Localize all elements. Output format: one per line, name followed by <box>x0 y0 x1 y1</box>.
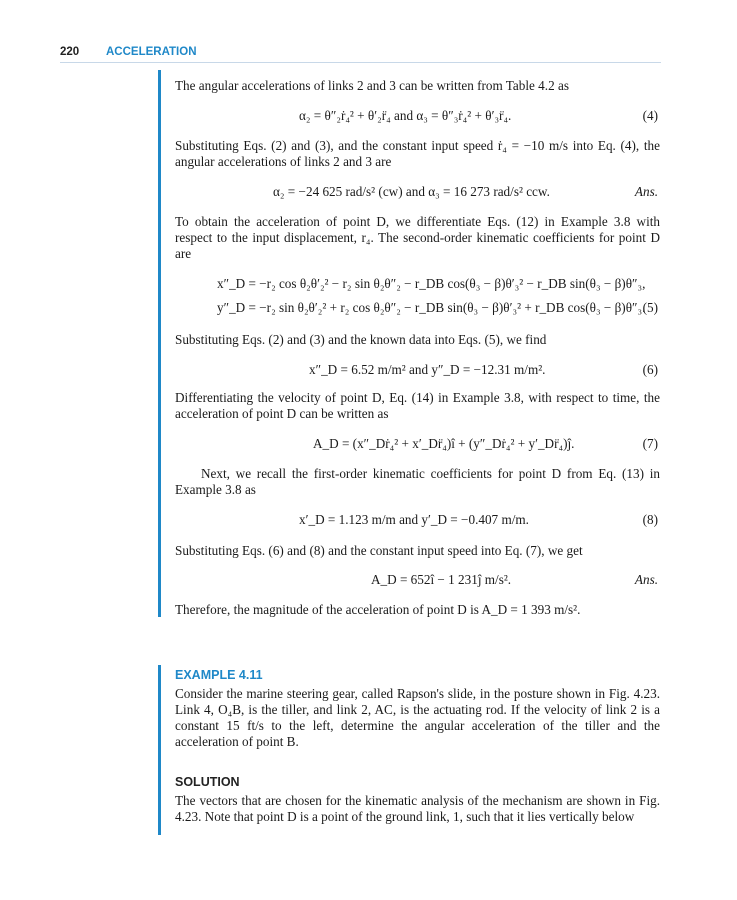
paragraph: To obtain the acceleration of point D, we differentiate Eqs. (12) in Example 3.8 with respect to the input displacement, r₄. The second-order kinematic coefficients for point D are <box>175 214 660 261</box>
equation-6 <box>175 362 660 380</box>
equation-5b <box>175 300 660 318</box>
equation-ad <box>175 572 660 590</box>
example-title: EXAMPLE 4.11 <box>175 668 263 682</box>
solution-margin-bar <box>158 70 161 617</box>
equation-number: (6) <box>642 362 658 377</box>
paragraph: Substituting Eqs. (2) and (3), and the constant input speed ṙ₄ = −10 m/s into Eq. (4), the angular accelerations of links 2 and 3 are <box>175 138 660 169</box>
example-margin-bar <box>158 665 161 835</box>
example-text: Consider the marine steering gear, called Rapson's slide, in the posture shown in Fig. 4.23. Link 4, O₄B, is the tiller, and link 2, AC, is the actuating rod. If the velocity of link 2 is a constant 15 ft/s to the left, determine the angular acceleration of the tiller and the acceleration of point B. <box>175 686 660 749</box>
paragraph: Substituting Eqs. (2) and (3) and the known data into Eqs. (5), we find <box>175 332 547 347</box>
equation-8 <box>175 512 660 530</box>
equation-math: x″_D = 6.52 m/m² and y″_D = −12.31 m/m². <box>309 362 546 377</box>
equation-math: x′_D = 1.123 m/m and y′_D = −0.407 m/m. <box>299 512 529 527</box>
equation-math: x″_D = −r₂ cos θ₂θ′₂² − r₂ sin θ₂θ″₂ − r_DB cos(θ₃ − β)θ′₃² − r_DB sin(θ₃ − β)θ″₃, <box>217 276 646 291</box>
paragraph: Next, we recall the first-order kinematic coefficients for point D from Eq. (13) in Example 3.8 as <box>175 466 660 497</box>
equation-math: α₂ = θ″₂ṙ₄² + θ′₂r̈₄ and α₃ = θ″₃ṙ₄² + θ′₃r̈₄. <box>299 108 512 123</box>
answer-label: Ans. <box>634 572 658 587</box>
page-number: 220 <box>60 46 80 58</box>
paragraph: Substituting Eqs. (6) and (8) and the constant input speed into Eq. (7), we get <box>175 543 583 558</box>
equation-number: (8) <box>642 512 658 527</box>
solution-text: The vectors that are chosen for the kinematic analysis of the mechanism are shown in Fig. 4.23. Note that point D is a point of the ground link, 1, such that it lies vertically below <box>175 793 660 824</box>
equation-math: α₂ = −24 625 rad/s² (cw) and α₃ = 16 273 rad/s² ccw. <box>273 184 550 199</box>
paragraph: The angular accelerations of links 2 and 3 can be written from Table 4.2 as <box>175 78 569 93</box>
equation-7 <box>175 436 660 454</box>
solution-title: SOLUTION <box>175 775 240 789</box>
answer-label: Ans. <box>634 184 658 199</box>
equation-number: (4) <box>642 108 658 123</box>
equation-4 <box>175 108 660 126</box>
equation-number: (5) <box>642 300 658 315</box>
paragraph: Differentiating the velocity of point D, Eq. (14) in Example 3.8, with respect to time, the acceleration of point D can be written as <box>175 390 660 421</box>
section-title: ACCELERATION <box>106 46 197 58</box>
equation-math: A_D = (x″_Dṙ₄² + x′_Dr̈₄)î + (y″_Dṙ₄² + y′_Dr̈₄)ĵ. <box>313 436 575 451</box>
equation-number: (7) <box>642 436 658 451</box>
paragraph: Therefore, the magnitude of the acceleration of point D is A_D = 1 393 m/s². <box>175 602 581 617</box>
equation-math: A_D = 652î − 1 231ĵ m/s². <box>371 572 512 587</box>
equation-5a <box>175 276 660 294</box>
text-column <box>175 0 660 900</box>
equation-alpha <box>175 184 660 202</box>
equation-math: y″_D = −r₂ sin θ₂θ′₂² + r₂ cos θ₂θ″₂ − r_DB sin(θ₃ − β)θ′₃² + r_DB cos(θ₃ − β)θ″₃. <box>217 300 646 315</box>
